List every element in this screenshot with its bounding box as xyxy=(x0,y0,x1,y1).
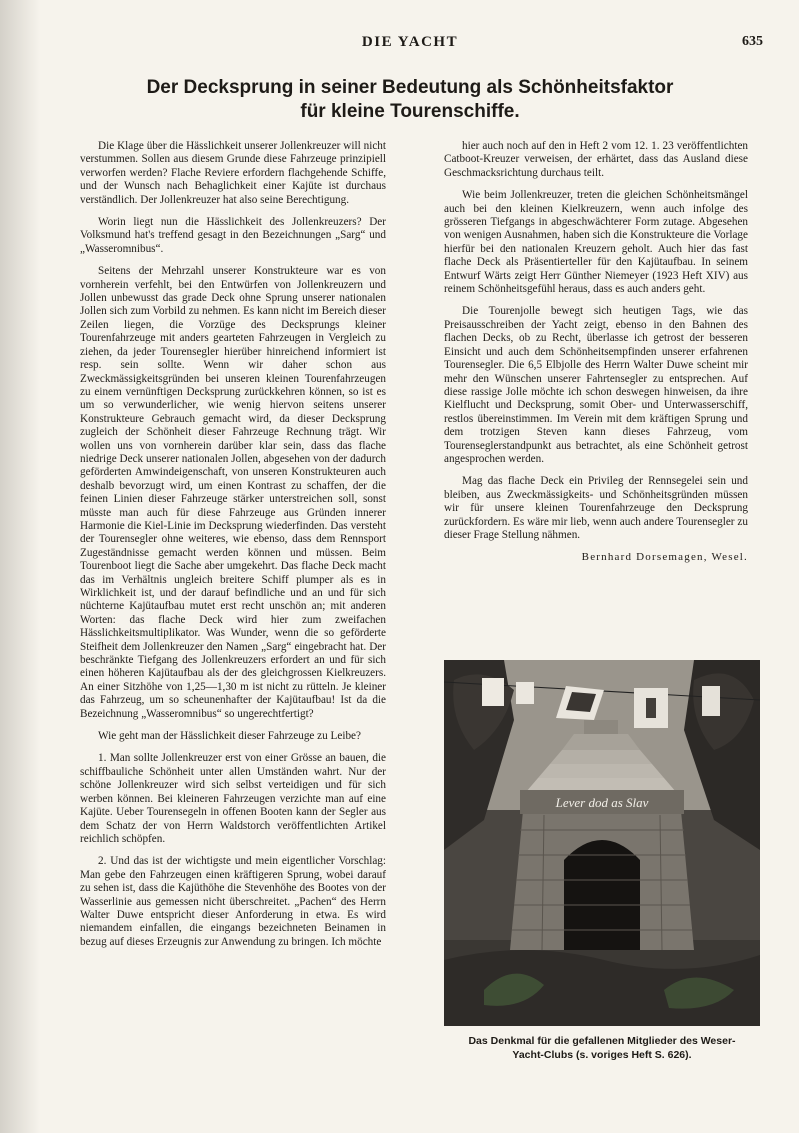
paragraph: hier auch noch auf den in Heft 2 vom 12. 1. 23 veröffentlichten Catboot-Kreuzer verweisen, der erhärtet, dass das Ausland diese Geschmacksrichtung durchaus teilt. xyxy=(444,140,748,179)
paragraph: 2. Und das ist der wichtigste und mein eigentlicher Vorschlag: Man gebe den Fahrzeugen einen kräftigeren Sprung, wobei darauf zu sehen ist, dass die Kajüthöhe die Stevenhöhe des Bootes von der Wasserlinie aus gemessen nicht überschreitet. „Pachen“ des Herrn Walter Duwe entspricht dieser Anforderung in etwa. Es wird niemandem einfallen, die eingangs bezeichneten Beinamen in bezug auf dieses Erzeugnis zur Anwendung zu bringen. Ich möchte xyxy=(80,855,386,948)
left-column xyxy=(80,140,386,958)
photo-caption-line-2: Yacht-Clubs (s. voriges Heft S. 626). xyxy=(512,1049,692,1061)
paragraph: Die Klage über die Hässlichkeit unserer Jollenkreuzer will nicht verstummen. Sollen aus diesem Grunde diese Fahrzeuge prinzipiell verworfen werden? Flache Reviere erfordern flachgehende Schiffe, und der Wunsch nach Behaglichkeit einer Kajüte ist durchaus verständlich. Der Jollenkreuzer hat also seine Berechtigung. xyxy=(80,140,386,206)
article-title-line-1: Der Decksprung in seiner Bedeutung als Schönheitsfaktor xyxy=(146,77,674,98)
paragraph: Die Tourenjolle bewegt sich heutigen Tags, wie das Preisausschreiben der Yacht zeigt, ebenso in den Bahnen des flachen Decks, ob zu Recht, überlasse ich getrost der besseren Einsicht und auch dem Schönheitsempfinden unserer erfahrenen Tourensegler. Die 6,5 Elbjolle des Herrn Walter Duwe scheint mir mehr den Wünschen unserer Fahrtensegler zu entsprechen. Auf diese rassige Jolle möchte ich schon deswegen hinweisen, da ihre Kielflucht und Decksprung, somit Ober- und Unterwasserschiff, restlos übereinstimmen. Im Verein mit dem kräftigen Sprung und dem trotzigen Steven kann dieses Fahrzeug, vom Tourenseglerstandpunkt aus betrachtet, als eine Schönheit getrost angesprochen werden. xyxy=(444,305,748,465)
page-edge-shadow xyxy=(0,0,40,1133)
article-title xyxy=(100,76,720,124)
paragraph: Mag das flache Deck ein Privileg der Rennsegelei sein und bleiben, aus Zweckmässigkeits- und Schönheitsgründen müssen wir für unsere kleinen Tourenfahrzeuge den Decksprung zurückfordern. Es wäre mir lieb, wenn auch andere Tourensegler zu dieser Frage Stellung nähmen. xyxy=(444,475,748,541)
paragraph: Wie beim Jollenkreuzer, treten die gleichen Schönheitsmängel auch bei den kleinen Kielkreuzern, wenn auch infolge des grösseren Tiefgangs in abgeschwächterer Form zutage. Abgesehen von wenigen Ausnahmen, haben sich die Konstrukteure die Vorlage hierfür bei den nationalen Kreuzern geholt. Auch hier das fast flache Deck als Präsentierteller für den Kajütaufbau. In seinem Entwurf Wärts zeigt Herr Günther Niemeyer (1923 Heft XIV) aus reinem Schönheitsgefühl heraus, dass es auch anders geht. xyxy=(444,189,748,296)
memorial-photo xyxy=(444,660,760,1026)
memorial-inscription: Lever dod as Slav xyxy=(555,795,649,810)
memorial-photo-image xyxy=(444,660,760,1026)
right-column xyxy=(444,140,748,565)
paragraph: Worin liegt nun die Hässlichkeit des Jollenkreuzers? Der Volksmund hat's treffend gesagt in den Bezeichnungen „Sarg“ und „Wasseromnibus“. xyxy=(80,216,386,255)
author-signature: Bernhard Dorsemagen, Wesel. xyxy=(581,551,748,564)
photo-caption-line-1: Das Denkmal für die gefallenen Mitglieder des Weser- xyxy=(468,1035,736,1047)
paragraph: Wie geht man der Hässlichkeit dieser Fahrzeuge zu Leibe? xyxy=(98,730,361,743)
paragraph: Seitens der Mehrzahl unserer Konstrukteure war es von vornherein verfehlt, bei den Entwürfen von Jollenkreuzern und Jollen unbewusst das grade Deck ohne Sprung unserer nationalen Jollen sich zum Vorbild zu nehmen. Es kann nicht im Bereich dieser Zeilen liegen, die Vorzüge des Decksprungs kleiner Tourenfahrzeuge mit anders gearteten Fahrzeugen in Vergleich zu ziehen, da jeder Tourensegler hierüber hinreichend informiert ist resp. sein sollte. Wenn wir daher schon aus Zweckmässigkeitsgründen bei unseren kleinen Tourenfahrzeugen zu einem vernünftigen Decksprung zurückkehren können, so ist es um so verwunderlicher, wie wenig hiervon seitens unserer Konstrukteure Gebrauch gemacht wird, da dieser Decksprung zugleich der Schönheit dieser Fahrzeuge Rechnung trägt. Wir wollen uns von vornherein darüber klar sein, dass das flache niedrige Deck unserer nationalen Jollen, abgesehen von der dadurch geförderten Amwindeigenschaft, von unseren Konstrukteuren auch deshalb bevorzugt wird, um einen Kontrast zu schaffen, der die feinen Linien dieser Fahrzeuge stärker unterstreichen soll, sonst müsste man auch für diese Fahrzeuge aus Gründen innerer Harmonie die Kiel-Linie im Decksprung wiederfinden. Das versteht der Tourensegler ohne weiteres, wie ebenso, dass dem Rennsport Zugeständnisse gemacht werden können und müssen. Beim Tourenboot liegt die Sache aber umgekehrt. Das flache Deck macht das im Verhältnis ungleich breitere Schiff plumper als es in Wirklichkeit ist, und der darauf befindliche und an und für sich nüchterne Kajütaufbau mutet erst recht unschön an; mit anderen Worten: das flache Deck wird hier zum zweifachen Hässlichkeitsmultiplikator. Was Wunder, wenn die so geförderte Steifheit dem Jollenkreuzer den Namen „Sarg“ eingebracht hat. Der beschränkte Tiefgang des Jollenkreuzers erfordert an und für sich einen höheren Kajütaufbau als der des gleichgrossen Kielkreuzers. An einer Sitzhöhe von 1,25—1,30 m ist nicht zu rütteln. Je kleiner das Fahrzeug, um so scheunenhafter der Kajütaufbau! Ist da die Bezeichnung „Wasseromnibus“ so ungerechtfertigt? xyxy=(80,265,386,720)
page-number: 635 xyxy=(742,34,763,49)
article-title-line-2: für kleine Tourenschiffe. xyxy=(300,101,520,122)
photo-caption xyxy=(444,1034,760,1062)
paragraph: 1. Man sollte Jollenkreuzer erst von einer Grösse an bauen, die schiffbauliche Schönheit unter allen Umständen wahrt. Nur der schöne Jollenkreuzer wird sich selbst verteidigen und für sich werben können. Bei kleineren Fahrzeugen verzichte man auf eine Kajüte. Ueber Tourensegeln in offenen Booten kann der Segler aus dem Schatz der von Herrn Waldstorch veröffentlichten Artikel reichlich schöpfen. xyxy=(80,752,386,845)
running-title: DIE YACHT xyxy=(361,34,459,50)
